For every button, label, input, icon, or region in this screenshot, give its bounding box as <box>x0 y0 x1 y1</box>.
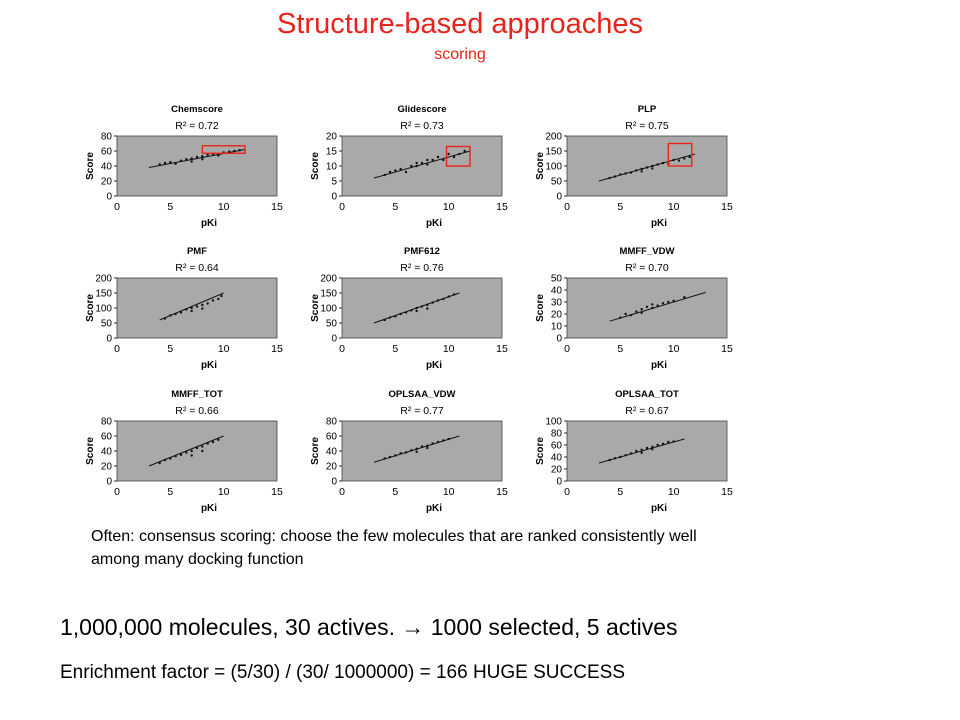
data-point <box>651 303 653 305</box>
x-tick-label: 15 <box>721 486 733 498</box>
y-tick-label: 200 <box>95 273 112 285</box>
data-point <box>164 317 166 319</box>
y-tick-label: 0 <box>331 476 337 488</box>
y-tick-label: 20 <box>100 461 112 473</box>
data-point <box>196 305 198 307</box>
chart-panel-pmf612 <box>310 242 542 380</box>
x-tick-label: 10 <box>442 201 455 213</box>
data-point <box>678 159 680 161</box>
x-tick-label: 15 <box>496 486 508 498</box>
chart-panel-pmf <box>85 242 317 380</box>
note-line-1: Often: consensus scoring: choose the few molecules that are ranked consistently well <box>91 528 697 545</box>
x-tick-label: 0 <box>339 486 345 498</box>
x-tick-label: 15 <box>271 486 283 498</box>
chart-title: PMF612 <box>404 246 440 257</box>
x-tick-label: 10 <box>442 343 455 355</box>
y-tick-label: 200 <box>545 131 562 143</box>
data-point <box>399 452 401 454</box>
y-tick-label: 60 <box>325 431 337 443</box>
y-tick-label: 0 <box>556 333 562 345</box>
data-point <box>180 454 182 456</box>
data-point <box>415 165 417 167</box>
data-point <box>180 160 182 162</box>
chart-title: Chemscore <box>171 104 223 115</box>
y-tick-label: 150 <box>320 288 337 300</box>
data-point <box>640 449 642 451</box>
y-tick-label: 50 <box>325 318 337 330</box>
x-tick-label: 5 <box>167 343 174 355</box>
data-point <box>220 295 222 297</box>
data-point <box>196 156 198 158</box>
data-point <box>201 158 203 160</box>
data-point <box>405 311 407 313</box>
data-point <box>683 296 685 298</box>
data-point <box>426 307 428 309</box>
y-tick-label: 60 <box>100 431 112 443</box>
x-axis-label: pKi <box>200 503 218 514</box>
y-tick-label: 40 <box>550 285 562 297</box>
y-tick-label: 0 <box>331 333 337 345</box>
y-tick-label: 50 <box>100 318 112 330</box>
data-point <box>656 304 658 306</box>
chart-panel-oplsaa-vdw <box>310 385 542 523</box>
y-tick-label: 0 <box>556 476 562 488</box>
y-tick-label: 30 <box>550 297 562 309</box>
x-tick-label: 0 <box>564 201 570 213</box>
x-tick-label: 5 <box>392 201 399 213</box>
data-point <box>635 169 637 171</box>
x-tick-label: 10 <box>667 201 680 213</box>
data-point <box>453 156 455 158</box>
data-point <box>426 445 428 447</box>
data-point <box>217 154 219 156</box>
data-point <box>640 452 642 454</box>
x-tick-label: 10 <box>217 343 230 355</box>
r-squared-label: R² = 0.67 <box>625 405 669 417</box>
y-tick-label: 100 <box>545 161 562 173</box>
enrichment-factor: Enrichment factor = (5/30) / (30/ 1000000) = 166 HUGE SUCCESS <box>60 662 625 683</box>
data-point <box>640 168 642 170</box>
data-point <box>619 316 621 318</box>
data-point <box>174 455 176 457</box>
data-point <box>190 307 192 309</box>
data-point <box>426 304 428 306</box>
x-axis-label: pKi <box>200 218 218 229</box>
data-point <box>415 310 417 312</box>
chart-panel-chemscore <box>85 100 317 238</box>
data-point <box>651 167 653 169</box>
data-point <box>640 308 642 310</box>
y-axis-label: Score <box>535 437 546 465</box>
data-point <box>640 312 642 314</box>
consensus-note <box>91 525 911 571</box>
x-tick-label: 15 <box>721 201 733 213</box>
y-tick-label: 0 <box>106 333 112 345</box>
data-point <box>217 298 219 300</box>
data-point <box>169 457 171 459</box>
chart-pmf612 <box>310 242 542 380</box>
data-point <box>426 159 428 161</box>
data-point <box>646 166 648 168</box>
data-point <box>174 163 176 165</box>
y-tick-label: 0 <box>106 476 112 488</box>
data-point <box>174 313 176 315</box>
y-tick-label: 20 <box>325 131 337 143</box>
chart-oplsaa-vdw <box>310 385 542 523</box>
data-point <box>410 449 412 451</box>
data-point <box>206 302 208 304</box>
y-axis-label: Score <box>85 152 96 180</box>
y-tick-label: 5 <box>331 176 337 188</box>
data-point <box>415 162 417 164</box>
y-tick-label: 50 <box>550 273 562 285</box>
data-point <box>233 150 235 152</box>
y-tick-label: 150 <box>545 146 562 158</box>
data-point <box>190 454 192 456</box>
r-squared-label: R² = 0.64 <box>175 262 219 274</box>
y-tick-label: 10 <box>550 321 562 333</box>
chart-mmff-tot <box>85 385 317 523</box>
chart-title: OPLSAA_VDW <box>388 389 456 400</box>
y-tick-label: 20 <box>100 176 112 188</box>
data-point <box>212 299 214 301</box>
r-squared-label: R² = 0.75 <box>625 120 669 132</box>
data-point <box>196 447 198 449</box>
chart-panel-mmff-vdw <box>535 242 767 380</box>
chart-title: PMF <box>186 246 208 257</box>
data-point <box>651 448 653 450</box>
x-tick-label: 5 <box>617 201 624 213</box>
data-point <box>437 441 439 443</box>
data-point <box>190 310 192 312</box>
y-tick-label: 100 <box>320 303 337 315</box>
data-point <box>158 462 160 464</box>
y-tick-label: 0 <box>556 191 562 203</box>
data-point <box>437 156 439 158</box>
data-point <box>405 171 407 173</box>
data-point <box>614 457 616 459</box>
data-point <box>217 439 219 441</box>
data-point <box>624 313 626 315</box>
data-point <box>630 452 632 454</box>
data-point <box>415 448 417 450</box>
data-point <box>614 175 616 177</box>
y-tick-label: 20 <box>550 309 562 321</box>
y-tick-label: 40 <box>100 446 112 458</box>
r-squared-label: R² = 0.76 <box>400 262 444 274</box>
note-line-2: among many docking function <box>91 551 304 568</box>
data-point <box>624 172 626 174</box>
data-point <box>158 163 160 165</box>
y-tick-label: 40 <box>100 161 112 173</box>
data-point <box>635 310 637 312</box>
y-tick-label: 20 <box>325 461 337 473</box>
y-tick-label: 150 <box>95 288 112 300</box>
x-tick-label: 15 <box>271 343 283 355</box>
y-axis-label: Score <box>535 152 546 180</box>
data-point <box>185 451 187 453</box>
data-point <box>201 304 203 306</box>
y-axis-label: Score <box>85 437 96 465</box>
data-point <box>640 170 642 172</box>
data-point <box>212 441 214 443</box>
x-tick-label: 15 <box>721 343 733 355</box>
y-tick-label: 20 <box>550 464 562 476</box>
r-squared-label: R² = 0.73 <box>400 120 444 132</box>
data-point <box>662 443 664 445</box>
y-tick-label: 100 <box>95 303 112 315</box>
data-point <box>399 168 401 170</box>
x-tick-label: 15 <box>271 201 283 213</box>
chart-title: PLP <box>637 104 657 115</box>
data-point <box>394 454 396 456</box>
x-tick-label: 10 <box>217 201 230 213</box>
data-point <box>656 163 658 165</box>
data-point <box>646 447 648 449</box>
r-squared-label: R² = 0.66 <box>175 405 219 417</box>
data-point <box>169 161 171 163</box>
data-point <box>447 438 449 440</box>
x-axis-label: pKi <box>425 503 443 514</box>
data-point <box>651 165 653 167</box>
data-point <box>630 171 632 173</box>
data-point <box>656 444 658 446</box>
data-point <box>651 446 653 448</box>
r-squared-label: R² = 0.70 <box>625 262 669 274</box>
x-tick-label: 5 <box>392 486 399 498</box>
x-tick-label: 5 <box>617 343 624 355</box>
chart-title: MMFF_VDW <box>619 246 675 257</box>
data-point <box>667 441 669 443</box>
plot-area <box>567 136 727 196</box>
plot-area <box>567 421 727 481</box>
data-point <box>190 450 192 452</box>
x-tick-label: 10 <box>442 486 455 498</box>
data-point <box>431 159 433 161</box>
y-axis-label: Score <box>310 152 321 180</box>
chart-pmf <box>85 242 317 380</box>
data-point <box>421 445 423 447</box>
data-point <box>688 156 690 158</box>
plot-area <box>117 278 277 338</box>
y-axis-label: Score <box>85 294 96 322</box>
data-point <box>624 454 626 456</box>
data-point <box>646 306 648 308</box>
x-tick-label: 0 <box>339 343 345 355</box>
y-axis-label: Score <box>310 437 321 465</box>
plot-area <box>342 421 502 481</box>
data-point <box>180 311 182 313</box>
chart-panel-mmff-tot <box>85 385 317 523</box>
data-point <box>383 319 385 321</box>
data-point <box>667 301 669 303</box>
chart-panel-oplsaa-tot <box>535 385 767 523</box>
data-point <box>447 295 449 297</box>
r-squared-label: R² = 0.77 <box>400 405 444 417</box>
x-tick-label: 0 <box>339 201 345 213</box>
data-point <box>164 459 166 461</box>
data-point <box>453 293 455 295</box>
chart-panel-glidescore <box>310 100 542 238</box>
data-point <box>238 149 240 151</box>
x-tick-label: 0 <box>564 343 570 355</box>
data-point <box>201 307 203 309</box>
slide-title: Structure-based approaches <box>277 8 643 40</box>
data-point <box>672 300 674 302</box>
data-point <box>672 159 674 161</box>
data-point <box>164 162 166 164</box>
x-tick-label: 15 <box>496 201 508 213</box>
x-axis-label: pKi <box>650 360 668 371</box>
data-point <box>619 456 621 458</box>
y-axis-label: Score <box>310 294 321 322</box>
data-point <box>201 445 203 447</box>
chart-panel-plp <box>535 100 767 238</box>
data-point <box>662 162 664 164</box>
data-point <box>421 162 423 164</box>
data-point <box>405 451 407 453</box>
chart-oplsaa-tot <box>535 385 767 523</box>
data-point <box>185 158 187 160</box>
x-tick-label: 5 <box>167 486 174 498</box>
y-tick-label: 80 <box>325 416 337 428</box>
y-tick-label: 50 <box>550 176 562 188</box>
data-point <box>399 313 401 315</box>
data-point <box>394 169 396 171</box>
x-tick-label: 0 <box>564 486 570 498</box>
y-tick-label: 60 <box>550 440 562 452</box>
r-squared-label: R² = 0.72 <box>175 120 219 132</box>
data-point <box>201 155 203 157</box>
y-tick-label: 40 <box>550 452 562 464</box>
data-point <box>190 160 192 162</box>
chart-title: MMFF_TOT <box>171 389 223 400</box>
x-axis-label: pKi <box>425 360 443 371</box>
data-point <box>635 450 637 452</box>
x-tick-label: 0 <box>114 343 120 355</box>
x-axis-label: pKi <box>425 218 443 229</box>
x-tick-label: 10 <box>667 343 680 355</box>
y-tick-label: 80 <box>550 428 562 440</box>
data-point <box>410 309 412 311</box>
y-tick-label: 200 <box>320 273 337 285</box>
data-point <box>389 456 391 458</box>
y-tick-label: 0 <box>331 191 337 203</box>
data-point <box>442 439 444 441</box>
plot-area <box>342 136 502 196</box>
data-point <box>608 459 610 461</box>
chart-title: OPLSAA_TOT <box>615 389 679 400</box>
data-point <box>662 302 664 304</box>
data-point <box>442 159 444 161</box>
data-point <box>415 451 417 453</box>
y-axis-label: Score <box>535 294 546 322</box>
chart-plp <box>535 100 767 238</box>
x-tick-label: 0 <box>114 486 120 498</box>
y-tick-label: 60 <box>100 146 112 158</box>
screening-stats: 1,000,000 molecules, 30 actives. → 1000 selected, 5 actives <box>60 614 678 640</box>
data-point <box>201 450 203 452</box>
data-point <box>463 150 465 152</box>
data-point <box>651 307 653 309</box>
data-point <box>630 314 632 316</box>
y-tick-label: 0 <box>106 191 112 203</box>
data-point <box>383 174 385 176</box>
data-point <box>431 442 433 444</box>
data-point <box>410 165 412 167</box>
x-tick-label: 5 <box>617 486 624 498</box>
plot-area <box>117 136 277 196</box>
data-point <box>672 440 674 442</box>
data-point <box>447 153 449 155</box>
plot-area <box>342 278 502 338</box>
slide-subtitle: scoring <box>434 46 486 63</box>
x-axis-label: pKi <box>650 218 668 229</box>
x-tick-label: 5 <box>167 201 174 213</box>
x-tick-label: 15 <box>496 343 508 355</box>
y-tick-label: 80 <box>100 416 112 428</box>
x-tick-label: 10 <box>667 486 680 498</box>
chart-mmff-vdw <box>535 242 767 380</box>
data-point <box>431 301 433 303</box>
x-axis-label: pKi <box>200 360 218 371</box>
x-axis-label: pKi <box>650 503 668 514</box>
data-point <box>619 173 621 175</box>
data-point <box>415 307 417 309</box>
data-point <box>442 298 444 300</box>
chart-chemscore <box>85 100 317 238</box>
y-tick-label: 10 <box>325 161 337 173</box>
data-point <box>426 163 428 165</box>
data-point <box>190 157 192 159</box>
data-point <box>421 305 423 307</box>
data-point <box>683 157 685 159</box>
data-point <box>389 316 391 318</box>
data-point <box>169 314 171 316</box>
y-tick-label: 40 <box>325 446 337 458</box>
x-tick-label: 0 <box>114 201 120 213</box>
data-point <box>458 153 460 155</box>
chart-title: Glidescore <box>397 104 447 115</box>
data-point <box>389 171 391 173</box>
y-tick-label: 80 <box>100 131 112 143</box>
data-point <box>185 308 187 310</box>
y-tick-label: 15 <box>325 146 337 158</box>
data-point <box>383 457 385 459</box>
data-point <box>394 315 396 317</box>
chart-glidescore <box>310 100 542 238</box>
x-tick-label: 5 <box>392 343 399 355</box>
data-point <box>437 299 439 301</box>
y-tick-label: 100 <box>545 416 562 428</box>
plot-area <box>117 421 277 481</box>
data-point <box>206 442 208 444</box>
data-point <box>608 177 610 179</box>
data-point <box>426 447 428 449</box>
x-tick-label: 10 <box>217 486 230 498</box>
